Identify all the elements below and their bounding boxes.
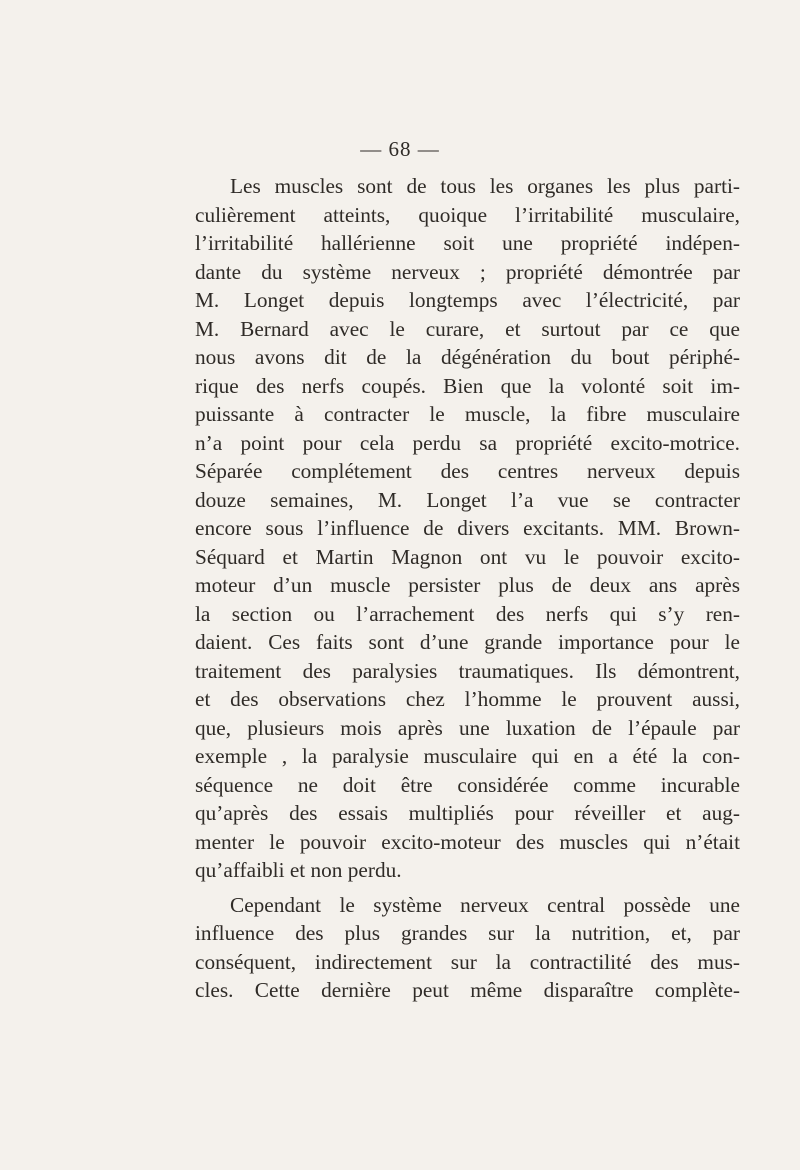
- text-line: M. Bernard avec le curare, et surtout par ce que: [195, 316, 740, 341]
- text-line: la section ou l’arrachement des nerfs qui s’y ren-: [195, 601, 740, 626]
- text-line: Les muscles sont de tous les organes les plus parti-: [230, 174, 740, 198]
- text-line: exemple , la paralysie musculaire qui en a été la con-: [195, 744, 740, 768]
- paragraph-1: [195, 172, 740, 885]
- text-line: traitement des paralysies traumatiques. Ils démontrent,: [195, 658, 740, 683]
- body-text: [195, 172, 740, 1005]
- text-line: l’irritabilité hallérienne soit une propriété indépen-: [195, 231, 740, 255]
- text-line: et des observations chez l’homme le prouvent aussi,: [195, 687, 740, 711]
- text-line: conséquent, indirectement sur la contractilité des mus-: [195, 949, 740, 974]
- text-line: encore sous l’influence de divers excitants. MM. Brown-: [195, 516, 740, 540]
- text-line: Cependant le système nerveux central possède une: [230, 892, 740, 917]
- text-line: culièrement atteints, quoique l’irritabilité musculaire,: [195, 202, 740, 227]
- text-line: cles. Cette dernière peut même disparaître complète-: [195, 978, 740, 1002]
- text-line: daient. Ces faits sont d’une grande importance pour le: [195, 630, 740, 654]
- text-line: séquence ne doit être considérée comme incurable: [195, 772, 740, 797]
- text-line: dante du système nerveux ; propriété démontrée par: [195, 259, 740, 284]
- text-line: qu’affaibli et non perdu.: [195, 858, 402, 882]
- text-line: nous avons dit de la dégénération du bout périphé-: [195, 345, 740, 369]
- text-line: influence des plus grandes sur la nutrition, et, par: [195, 921, 740, 945]
- text-line: douze semaines, M. Longet l’a vue se contracter: [195, 487, 740, 512]
- paragraph-2: [195, 891, 740, 1005]
- text-line: n’a point pour cela perdu sa propriété excito-motrice.: [195, 430, 740, 455]
- text-line: que, plusieurs mois après une luxation de l’épaule par: [195, 715, 740, 740]
- text-line: Séparée complétement des centres nerveux depuis: [195, 459, 740, 483]
- text-line: qu’après des essais multipliés pour réveiller et aug-: [195, 801, 740, 825]
- text-line: rique des nerfs coupés. Bien que la volonté soit im-: [195, 373, 740, 398]
- page-number: — 68 —: [360, 137, 440, 161]
- text-line: moteur d’un muscle persister plus de deux ans après: [195, 573, 740, 597]
- text-line: puissante à contracter le muscle, la fibre musculaire: [195, 402, 740, 426]
- text-line: Séquard et Martin Magnon ont vu le pouvoir excito-: [195, 544, 740, 569]
- text-line: M. Longet depuis longtemps avec l’électricité, par: [195, 288, 740, 312]
- text-line: menter le pouvoir excito-moteur des muscles qui n’était: [195, 829, 740, 854]
